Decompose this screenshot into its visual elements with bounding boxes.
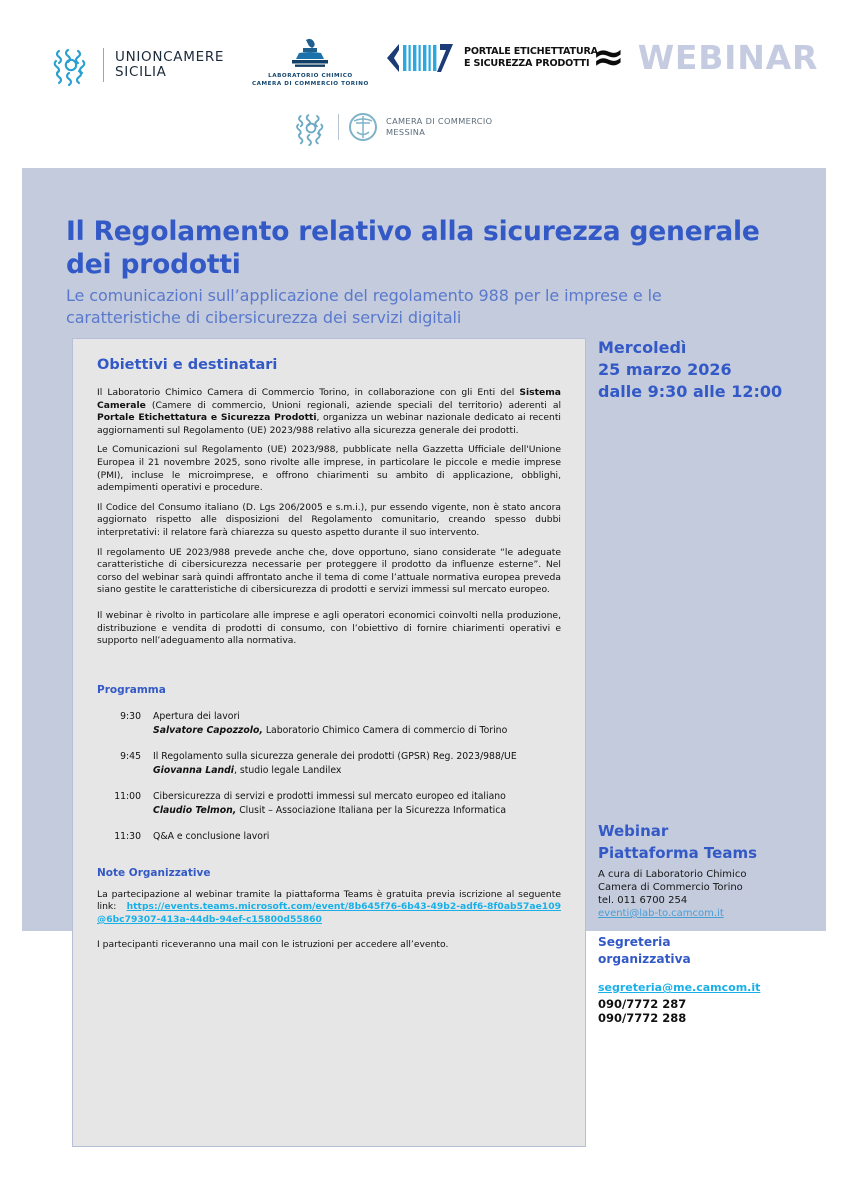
note-paragraph-after: I partecipanti riceveranno una mail con le istruzioni per accedere all’evento. xyxy=(97,939,449,951)
event-date: 25 marzo 2026 xyxy=(598,360,732,379)
programma-row xyxy=(97,830,561,843)
segreteria-title xyxy=(598,934,828,968)
teams-title-line1: Webinar xyxy=(598,822,669,840)
segreteria-email-link[interactable]: segreteria@me.camcom.it xyxy=(598,981,761,994)
portale-line1: PORTALE ETICHETTATURA xyxy=(464,46,598,57)
teams-contact-lines xyxy=(598,868,828,920)
barcode-icon xyxy=(383,42,457,74)
messina-line2: MESSINA xyxy=(386,127,426,137)
approx-wave-icon: ≈ xyxy=(592,35,625,80)
unioncamere-line1: UNIONCAMERE xyxy=(115,49,225,65)
logo-divider xyxy=(103,48,104,82)
programma-heading: Programma xyxy=(97,683,166,696)
objectives-paragraph-1 xyxy=(97,387,561,437)
teams-organizer-line1: A cura di Laboratorio Chimico xyxy=(598,869,747,880)
programma-title: Apertura dei lavori xyxy=(153,710,240,722)
programma-speaker-line xyxy=(153,764,561,777)
teams-platform-block xyxy=(598,820,828,920)
unioncamere-line2: SICILIA xyxy=(115,64,167,80)
segreteria-block xyxy=(598,934,828,1025)
programma-title: Q&A e conclusione lavori xyxy=(153,830,270,842)
objectives-heading: Obiettivi e destinatari xyxy=(97,357,278,373)
note-heading: Note Organizzative xyxy=(97,866,211,879)
programma-time: 9:45 xyxy=(120,750,141,762)
teams-title xyxy=(598,820,828,864)
objectives-paragraph-4: Il regolamento UE 2023/988 prevede anche che, dove opportuno, siano considerate “le adeguate caratteristiche di cibersicurezza necessarie per proteggere il prodotto da influenze esterne”. Nel corso del webinar sarà quindi affrontato anche il tema di come l’attuale normativa europea preveda siano gestite le caratteristiche di cibersicurezza di prodotti e servizi immessi sul mercato europeo. xyxy=(97,546,561,596)
programma-row xyxy=(97,790,561,817)
note-text-before: La partecipazione al webinar tramite la piattaforma Teams è gratuita previa iscrizione al seguente link: xyxy=(97,888,561,913)
logo-row-secondary xyxy=(0,110,850,152)
obj-p1-b: Sistema Camerale xyxy=(97,387,561,411)
teams-email-link[interactable]: eventi@lab-to.camcom.it xyxy=(598,908,724,919)
programma-speaker-line xyxy=(153,724,561,737)
laboratorio-line2: CAMERA DI COMMERCIO TORINO xyxy=(252,80,369,87)
programma-affiliation: , studio legale Landilex xyxy=(233,764,342,776)
page-title: Il Regolamento relativo alla sicurezza generale dei prodotti xyxy=(66,216,760,280)
teams-title-line2: Piattaforma Teams xyxy=(598,844,758,862)
event-time: dalle 9:30 alle 12:00 xyxy=(598,382,783,401)
messina-line1: CAMERA DI COMMERCIO xyxy=(386,116,493,126)
unioncamere-swirl-icon xyxy=(50,44,92,86)
teams-phone: tel. 011 6700 254 xyxy=(598,895,688,906)
laboratorio-line1: LABORATORIO CHIMICO xyxy=(268,73,353,79)
programma-row xyxy=(97,710,561,737)
event-date-block xyxy=(598,337,838,403)
programma-detail xyxy=(153,790,561,817)
segreteria-title-line2: organizzativa xyxy=(598,952,691,966)
messina-wordmark xyxy=(386,116,492,138)
programma-row xyxy=(97,750,561,777)
logo-webinar xyxy=(592,35,819,80)
programma-detail xyxy=(153,750,561,777)
objectives-paragraph-3: Il Codice del Consumo italiano (D. Lgs 206/2005 e s.m.i.), pur essendo vigente, non è stato ancora aggiornato rispetto alle disposizioni del Regolamento comunitario, creando spesso dubbi interpretativi: il relatore farà chiarezza su questo aspetto durante il suo intervento. xyxy=(97,501,561,538)
objectives-paragraph-2: Le Comunicazioni sul Regolamento (UE) 2023/988, pubblicate nella Gazzetta Ufficiale dell'Unione Europea il 21 novembre 2025, sono rivolte alle imprese, in particolare le piccole e medie imprese (PMI), incluse le microimprese, e offrono chiarimenti su ambito di applicazione, obblighi, adempimenti operativi e procedure. xyxy=(97,444,561,494)
programma-detail xyxy=(153,710,561,737)
unioncamere-wordmark xyxy=(115,50,224,80)
programma-time: 9:30 xyxy=(120,710,141,722)
programma-speaker: Giovanna Landi xyxy=(153,764,234,776)
segreteria-phone-2: 090/7772 288 xyxy=(598,1011,687,1025)
obj-p1-c: (Camere di commercio, Unioni regionali, aziende speciali del territorio) aderenti al xyxy=(145,399,561,411)
laboratorio-microscope-icon xyxy=(286,36,334,70)
programma-title: Il Regolamento sulla sicurezza generale dei prodotti (GPSR) Reg. 2023/988/UE xyxy=(153,750,517,762)
portale-wordmark xyxy=(464,46,598,70)
logo-divider xyxy=(338,114,339,140)
obj-p1-a: Il Laboratorio Chimico Camera di Commercio Torino, in collaborazione con gli Enti del xyxy=(97,387,520,398)
programma-affiliation: Laboratorio Chimico Camera di commercio di Torino xyxy=(262,724,508,736)
camera-commercio-emblem-icon xyxy=(348,112,378,142)
programma-section xyxy=(97,684,561,843)
laboratorio-wordmark xyxy=(252,73,369,88)
portale-line2: E SICUREZZA PRODOTTI xyxy=(464,58,590,69)
programma-affiliation: Clusit – Associazione Italiana per la Sicurezza Informatica xyxy=(236,804,507,816)
title-block xyxy=(66,215,766,328)
programma-speaker: Salvatore Capozzolo, xyxy=(153,724,263,736)
programma-speaker: Claudio Telmon, xyxy=(153,804,237,816)
event-day: Mercoledì xyxy=(598,338,687,357)
logo-portale-etichettatura xyxy=(383,42,598,74)
programma-speaker-line xyxy=(153,804,561,817)
note-organizzative-section xyxy=(97,867,561,952)
logo-row-primary xyxy=(0,35,850,92)
segreteria-title-line1: Segreteria xyxy=(598,935,671,949)
programma-time: 11:30 xyxy=(114,830,141,842)
segreteria-phone-1: 090/7772 287 xyxy=(598,997,687,1011)
note-paragraph xyxy=(97,889,561,927)
unioncamere-swirl-icon-small xyxy=(293,110,329,144)
obj-p1-e: , organizza un webinar nazionale dedicato ai recenti aggiornamenti sul Regolamento (UE) 2023/988 relativo alla sicurezza generale dei prodotti. xyxy=(97,412,561,436)
programma-title: Cibersicurezza di servizi e prodotti immessi sul mercato europeo ed italiano xyxy=(153,790,506,802)
content-box xyxy=(72,338,586,1147)
logo-unioncamere-sicilia xyxy=(50,44,224,86)
teams-registration-link[interactable]: https://events.teams.microsoft.com/event/8b645f76-6b43-49b2-adf6-8f0ab57ae109@6bc79307-413a-44db-94ef-c15800d55860 xyxy=(97,901,561,925)
logo-laboratorio-chimico xyxy=(252,36,369,88)
webinar-wordmark: WEBINAR xyxy=(637,38,819,77)
obj-p1-d: Portale Etichettatura e Sicurezza Prodotti xyxy=(97,412,317,424)
programma-time: 11:00 xyxy=(114,790,141,802)
logo-bar xyxy=(0,0,850,168)
page-subtitle: Le comunicazioni sull’applicazione del regolamento 988 per le imprese e le caratteristiche di cibersicurezza dei servizi digitali xyxy=(66,286,662,327)
programma-detail xyxy=(153,830,561,843)
teams-organizer-line2: Camera di Commercio Torino xyxy=(598,882,743,893)
logo-camera-commercio-messina xyxy=(293,110,492,144)
objectives-paragraph-5: Il webinar è rivolto in particolare alle imprese e agli operatori economici coinvolti nella produzione, distribuzione e vendita di prodotti di consumo, con l’obiettivo di fornire chiarimenti operativi e supporto nell’adeguamento alla normativa. xyxy=(97,609,561,647)
